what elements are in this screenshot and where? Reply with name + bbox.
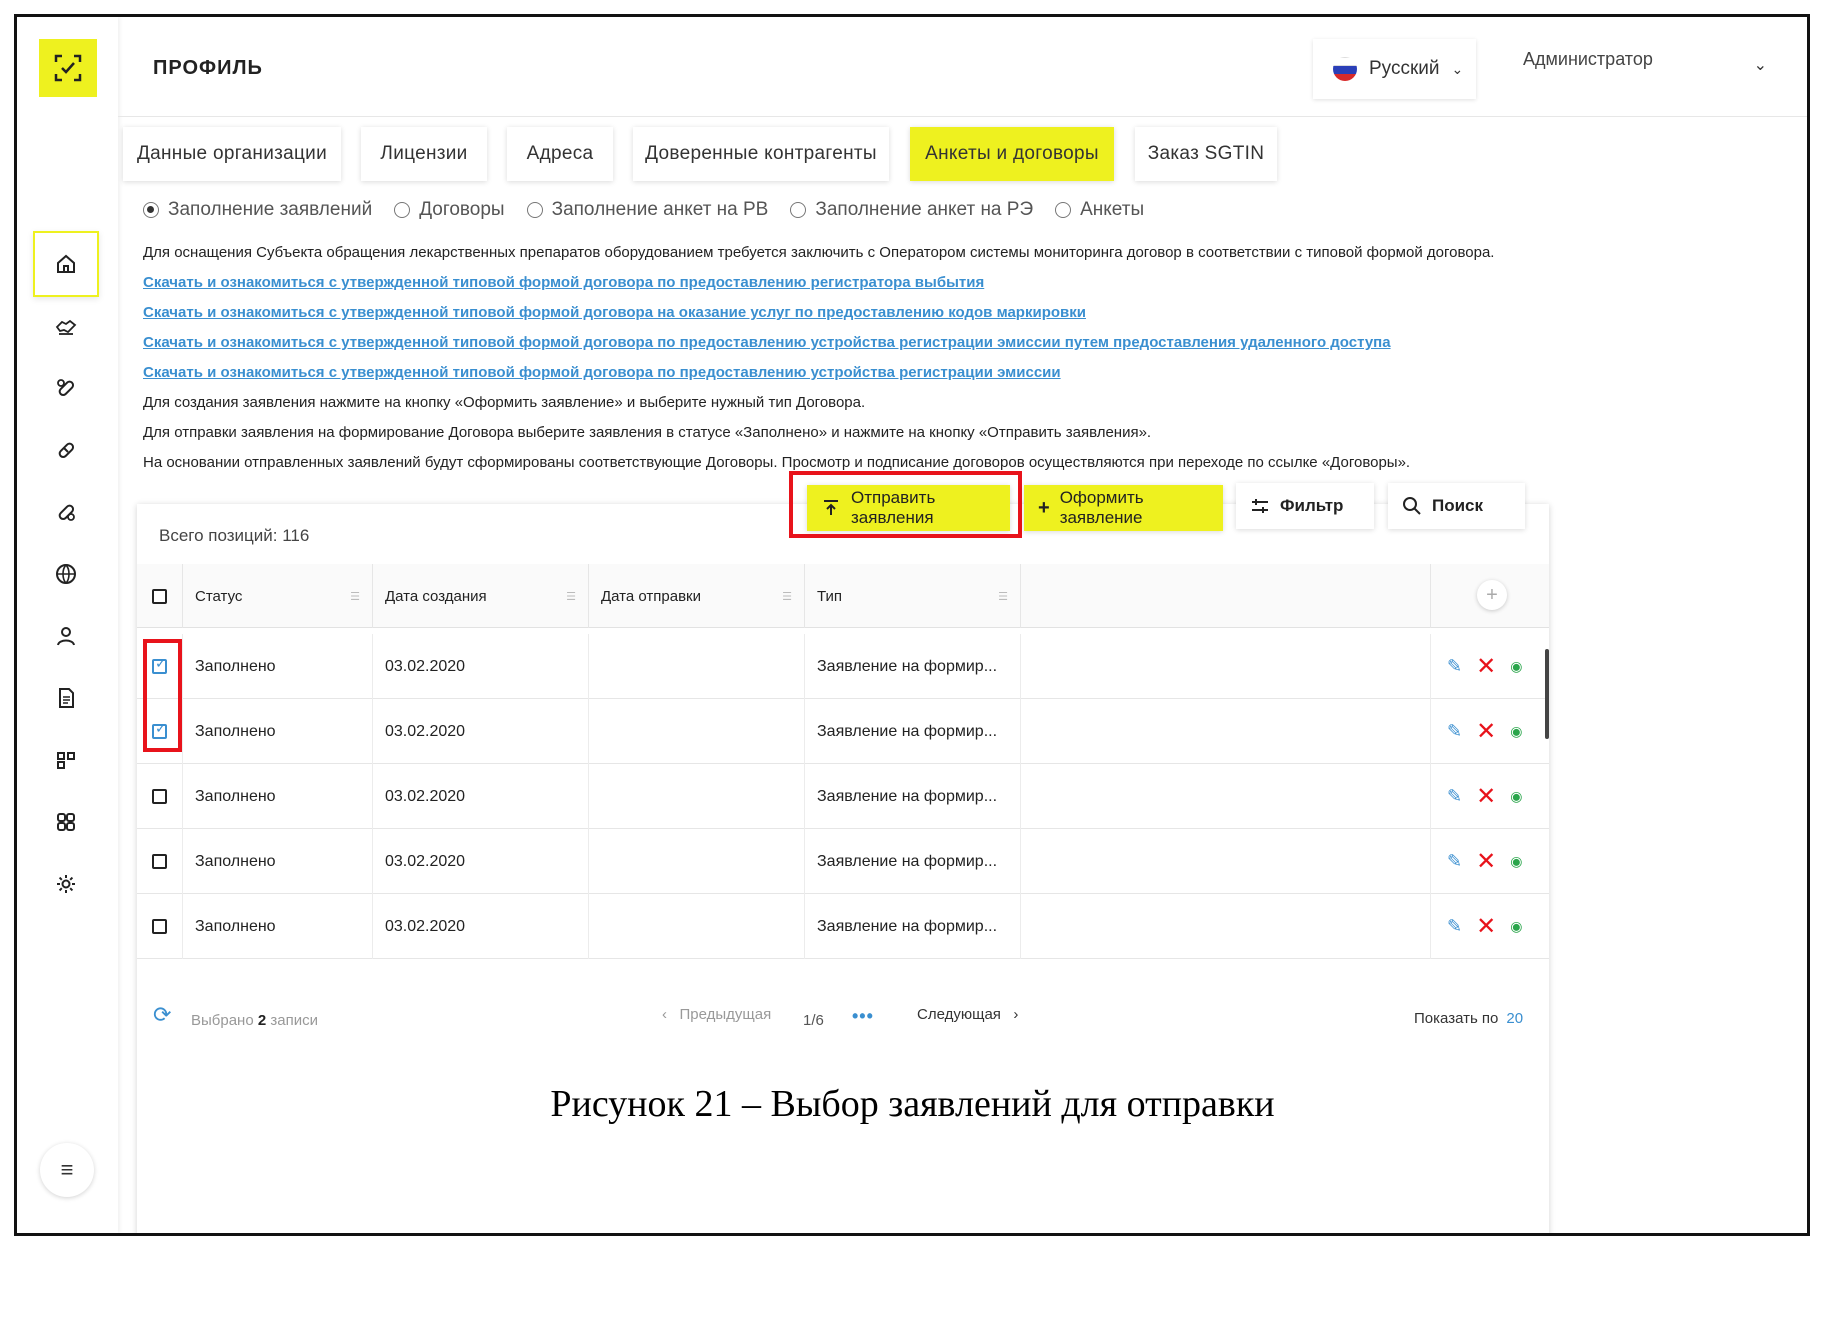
info-block: [143, 241, 1494, 481]
delete-icon[interactable]: ✕: [1476, 783, 1497, 810]
highlight-frame: [143, 639, 182, 752]
delete-icon[interactable]: ✕: [1476, 913, 1497, 940]
sent-date-cell: [589, 764, 805, 829]
table-row[interactable]: [137, 829, 1549, 894]
view-eye-icon[interactable]: ◉: [1510, 723, 1523, 739]
next-page-button[interactable]: Следующая ›: [917, 1006, 1019, 1023]
document-icon[interactable]: [33, 665, 99, 731]
table-row[interactable]: [137, 764, 1549, 829]
page-size-selector[interactable]: Показать по 20: [1414, 1010, 1524, 1027]
edit-icon[interactable]: ✎: [1447, 851, 1463, 871]
select-all-checkbox[interactable]: [152, 589, 167, 604]
download-link-remote-emission[interactable]: Скачать и ознакомиться с утвержденной типовой формой договора по предоставлению устройства регистрации эмиссии путем предоставления удаленного доступа: [143, 334, 1391, 351]
table-header: [137, 564, 1549, 628]
row-checkbox[interactable]: [152, 789, 167, 804]
status-cell: Заполнено: [183, 829, 373, 894]
language-selector[interactable]: [1313, 39, 1476, 99]
row-checkbox[interactable]: [152, 919, 167, 934]
empty-cell: [1021, 699, 1431, 764]
pills-icon[interactable]: [33, 355, 99, 421]
sidebar: [17, 17, 118, 1233]
user-icon[interactable]: [33, 603, 99, 669]
sent-date-cell: [589, 634, 805, 699]
view-eye-icon[interactable]: ◉: [1510, 788, 1523, 804]
radio-fill-applications[interactable]: Заполнение заявлений: [143, 199, 372, 221]
app-window: [14, 14, 1810, 1236]
status-cell: Заполнено: [183, 894, 373, 959]
type-cell: Заявление на формир...: [805, 699, 1021, 764]
type-cell: Заявление на формир...: [805, 894, 1021, 959]
chevron-down-icon: ⌄: [1451, 60, 1464, 77]
tab-addresses[interactable]: Адреса: [507, 127, 613, 181]
scrollbar[interactable]: [1545, 649, 1549, 739]
radio-dot: [1055, 202, 1071, 218]
radio-forms-re[interactable]: Заполнение анкет на РЭ: [790, 199, 1033, 221]
column-header-created[interactable]: Дата создания ☰: [373, 564, 589, 628]
view-eye-icon[interactable]: ◉: [1510, 853, 1523, 869]
capsule-icon[interactable]: [33, 417, 99, 483]
info-text: Для отправки заявления на формирование Договора выберите заявления в статусе «Заполнено» и нажмите на кнопку «Отправить заявления».: [143, 424, 1152, 441]
radio-forms-rv[interactable]: Заполнение анкет на РВ: [527, 199, 769, 221]
row-actions: [1447, 634, 1522, 699]
gear-icon[interactable]: [33, 851, 99, 917]
table-footer: [137, 994, 1549, 1044]
radio-dot: [790, 202, 806, 218]
refresh-icon[interactable]: ⟳: [153, 1002, 172, 1027]
radio-dot: [394, 202, 410, 218]
download-link-emission[interactable]: Скачать и ознакомиться с утвержденной типовой формой договора по предоставлению устройства регистрации эмиссии: [143, 364, 1061, 381]
sent-date-cell: [589, 829, 805, 894]
grid-icon[interactable]: [33, 789, 99, 855]
created-date-cell: 03.02.2020: [373, 894, 589, 959]
column-header-status[interactable]: Статус ☰: [183, 564, 373, 628]
header: [118, 17, 1807, 117]
prev-page-button[interactable]: ‹ Предыдущая: [662, 1006, 772, 1023]
send-applications-button[interactable]: Отправить заявления: [807, 485, 1010, 531]
sort-icon[interactable]: ☰: [782, 591, 792, 603]
selected-count: Выбрано 2 записи: [191, 1012, 318, 1029]
handshake-icon[interactable]: [33, 293, 99, 359]
create-application-button[interactable]: + Оформить заявление: [1024, 485, 1223, 531]
table-body: [137, 634, 1549, 980]
tab-trusted-contractors[interactable]: Доверенные контрагенты: [633, 127, 889, 181]
column-header-empty: [1021, 564, 1431, 628]
view-eye-icon[interactable]: ◉: [1510, 658, 1523, 674]
header-select-cell: [137, 564, 183, 628]
table-row[interactable]: [137, 634, 1549, 699]
created-date-cell: 03.02.2020: [373, 699, 589, 764]
edit-icon[interactable]: ✎: [1447, 916, 1463, 936]
plus-icon: +: [1038, 496, 1050, 519]
edit-icon[interactable]: ✎: [1447, 786, 1463, 806]
delete-icon[interactable]: ✕: [1476, 718, 1497, 745]
sent-date-cell: [589, 699, 805, 764]
table-row[interactable]: [137, 894, 1549, 959]
type-cell: Заявление на формир...: [805, 829, 1021, 894]
type-cell: Заявление на формир...: [805, 764, 1021, 829]
menu-icon[interactable]: ≡: [40, 1143, 94, 1197]
created-date-cell: 03.02.2020: [373, 829, 589, 894]
row-select-cell: [137, 764, 183, 829]
column-header-type[interactable]: Тип ☰: [805, 564, 1021, 628]
page-indicator: 1/6: [803, 1012, 824, 1029]
created-date-cell: 03.02.2020: [373, 634, 589, 699]
add-column-icon[interactable]: +: [1477, 580, 1507, 610]
sent-date-cell: [589, 894, 805, 959]
language-label: Русский: [1369, 58, 1440, 79]
tab-forms-contracts[interactable]: Анкеты и договоры: [910, 127, 1114, 181]
search-icon: [1402, 496, 1422, 516]
row-select-cell: [137, 894, 183, 959]
row-checkbox[interactable]: [152, 854, 167, 869]
pills-alt-icon[interactable]: [33, 479, 99, 545]
row-actions: [1447, 764, 1522, 829]
delete-icon[interactable]: ✕: [1476, 653, 1497, 680]
globe-icon[interactable]: [33, 541, 99, 607]
status-cell: Заполнено: [183, 764, 373, 829]
subsection-radios: [143, 199, 1166, 221]
info-text: Для создания заявления нажмите на кнопку «Оформить заявление» и выберите нужный тип Договора.: [143, 394, 866, 411]
info-text: Для оснащения Субъекта обращения лекарственных препаратов оборудованием требуется заключить с Оператором системы мониторинга договор в соответствии с типовой формой договора.: [143, 244, 1495, 261]
delete-icon[interactable]: ✕: [1476, 848, 1497, 875]
empty-cell: [1021, 634, 1431, 699]
empty-cell: [1021, 894, 1431, 959]
user-name: Администратор: [1523, 49, 1653, 69]
more-pages-button[interactable]: •••: [852, 1006, 874, 1026]
tab-org-data[interactable]: Данные организации: [123, 127, 341, 181]
radio-dot: [527, 202, 543, 218]
tab-sgtin-order[interactable]: Заказ SGTIN: [1135, 127, 1277, 181]
view-eye-icon[interactable]: ◉: [1510, 918, 1523, 934]
chevron-down-icon[interactable]: ⌄: [1753, 57, 1767, 74]
empty-cell: [1021, 764, 1431, 829]
highlight-frame: [789, 471, 1022, 538]
edit-icon[interactable]: ✎: [1447, 656, 1463, 676]
total-count: Всего позиций: 116: [159, 526, 310, 545]
row-actions: [1447, 699, 1522, 764]
sort-icon[interactable]: ☰: [998, 591, 1008, 603]
radio-contracts[interactable]: Договоры: [394, 199, 504, 221]
grid-small-icon[interactable]: [33, 727, 99, 793]
radio-forms[interactable]: Анкеты: [1055, 199, 1144, 221]
russia-flag-icon: [1333, 57, 1357, 81]
radio-dot: [143, 202, 159, 218]
column-header-sent[interactable]: Дата отправки ☰: [589, 564, 805, 628]
tab-licenses[interactable]: Лицензии: [361, 127, 487, 181]
nav-home-icon[interactable]: [33, 231, 99, 297]
figure-caption: Рисунок 21 – Выбор заявлений для отправки: [550, 1083, 1275, 1125]
applications-table-panel: [137, 504, 1549, 1236]
download-link-marking-codes[interactable]: Скачать и ознакомиться с утвержденной типовой формой договора на оказание услуг по предоставлению кодов маркировки: [143, 304, 1086, 321]
search-button[interactable]: Поиск: [1388, 483, 1525, 529]
info-text: На основании отправленных заявлений будут сформированы соответствующие Договоры. Просмотр и подписание договоров осуществляются при переходе по ссылке «Договоры».: [143, 454, 1411, 471]
created-date-cell: 03.02.2020: [373, 764, 589, 829]
logo-icon[interactable]: [39, 39, 97, 97]
status-cell: Заполнено: [183, 699, 373, 764]
table-row[interactable]: [137, 699, 1549, 764]
status-cell: Заполнено: [183, 634, 373, 699]
row-select-cell: [137, 829, 183, 894]
type-cell: Заявление на формир...: [805, 634, 1021, 699]
edit-icon[interactable]: ✎: [1447, 721, 1463, 741]
filter-button[interactable]: Фильтр: [1236, 483, 1374, 529]
page-title: ПРОФИЛЬ: [153, 57, 263, 79]
filter-icon: [1250, 498, 1270, 514]
row-actions: [1447, 894, 1522, 959]
row-actions: [1447, 829, 1522, 894]
empty-cell: [1021, 829, 1431, 894]
sort-icon[interactable]: ☰: [350, 591, 360, 603]
download-link-registrar[interactable]: Скачать и ознакомиться с утвержденной типовой формой договора по предоставлению регистратора выбытия: [143, 274, 985, 291]
sort-icon[interactable]: ☰: [566, 591, 576, 603]
